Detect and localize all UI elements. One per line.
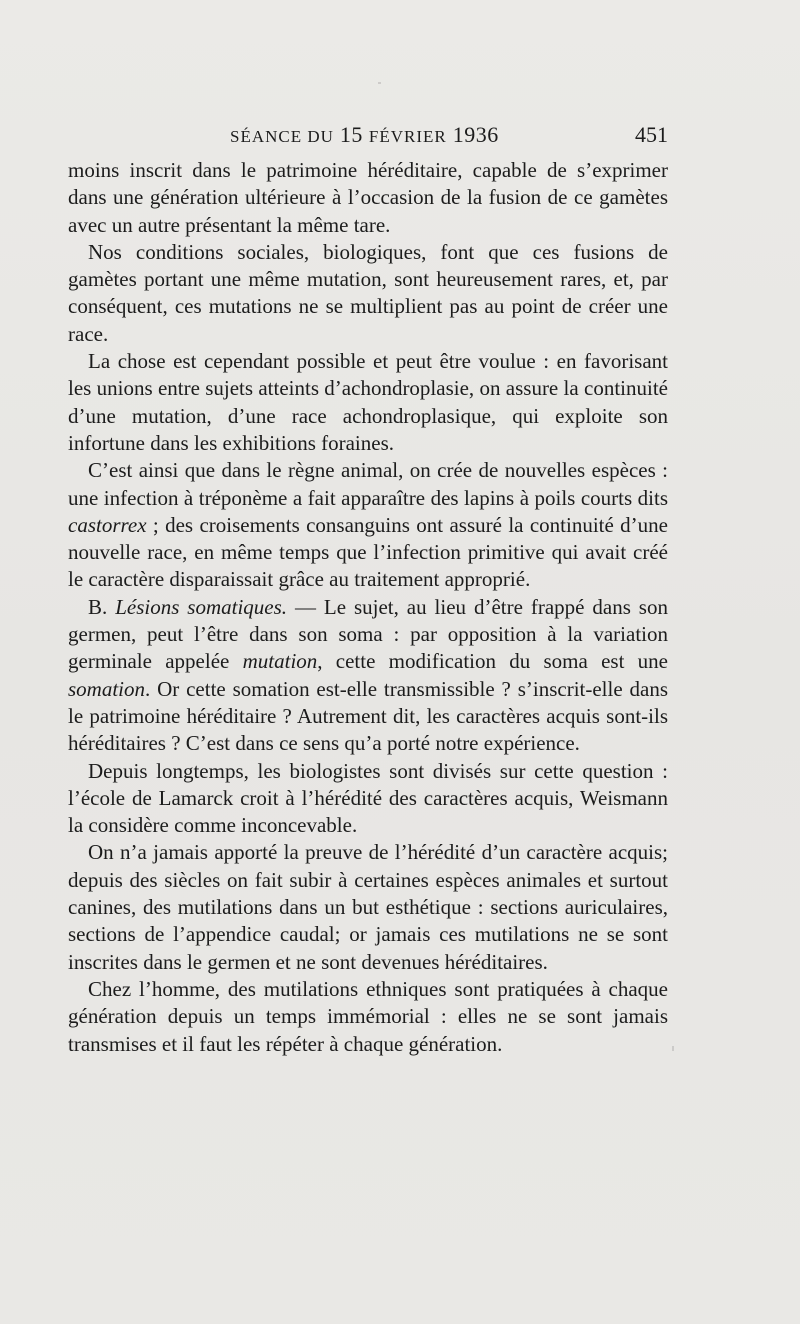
running-title (230, 122, 499, 148)
scan-speck (672, 1046, 674, 1051)
text-run: . Or cette somation est-elle transmissible ? s’inscrit-elle dans le patrimoine héréditaire ? Autrement dit, les caractères acquis sont-ils héréditaires ? C’est dans ce sens qu’a porté notre expérience. (68, 676, 668, 756)
body-text (68, 157, 668, 1058)
paragraph: On n’a jamais apporté la preuve de l’hérédité d’un caractère acquis; depuis des siècles on fait subir à certaines espèces animales et surtout canines, des mutilations dans un but esthétique : sections auriculaires, sections de l’appendice caudal; or jamais ces mutilations ne se sont inscrites dans le germen et ne sont devenues héréditaires. (68, 840, 668, 974)
paragraph-continued: moins inscrit dans le patrimoine héréditaire, capable de s’exprimer dans une génération ultérieure à l’occasion de la fusion de ce gamètes avec un autre présentant la même tare. (68, 158, 668, 237)
paragraph: La chose est cependant possible et peut être voulue : en favorisant les unions entre sujets atteints d’achondroplasie, on assure la continuité d’une mutation, d’une race achondroplasique, qui exploite son infortune dans les exhibitions foraines. (68, 349, 668, 455)
italic-term: somation (68, 676, 146, 701)
text-run: , cette modification du soma est une (317, 649, 669, 674)
paragraph: Nos conditions sociales, biologiques, font que ces fusions de gamètes portant une même mutation, sont heureusement rares, et, par conséquent, ces mutations ne se multiplient pas au point de créer une race. (68, 239, 668, 346)
day: 15 (339, 122, 363, 147)
paragraph: Depuis longtemps, les biologistes sont divisés sur cette question : l’école de Lamarck croit à l’hérédité des caractères acquis, Weismann la considère comme inconcevable. (68, 758, 668, 838)
paragraph: Chez l’homme, des mutilations ethniques sont pratiquées à chaque génération depuis un temps immémorial : elles ne se sont jamais transmises et il faut les répéter à chaque génération. (68, 976, 668, 1056)
page-number: 451 (635, 122, 668, 147)
text-run: ; des croisements consanguins ont assuré la continuité d’une nouvelle race, en même temps que l’infection primitive qui avait créé le caractère disparaissait grâce au traitement approprié. (68, 512, 668, 592)
scan-speck (378, 82, 381, 84)
running-head (68, 122, 668, 152)
italic-term: mutation (242, 649, 318, 674)
italic-term: castorrex (68, 512, 147, 537)
paragraph-lesions-somatiques (68, 594, 668, 758)
text-run: C’est ainsi que dans le règne animal, on crée de nouvelles espèces : une infection à tréponème a fait apparaître des lapins à poils courts dits (68, 458, 668, 510)
text-run: — Le sujet, au lieu d’être frappé dans son germen, peut l’être dans son soma : par opposition à la variation germinale appelée (68, 594, 668, 674)
paragraph-castorrex (68, 457, 668, 593)
section-heading-italic: Lésions somatiques. (115, 594, 288, 619)
seance-label: SÉANCE DU (230, 127, 334, 146)
year: 1936 (452, 122, 499, 147)
text-run: B. (88, 594, 116, 619)
month: FÉVRIER (368, 127, 447, 146)
